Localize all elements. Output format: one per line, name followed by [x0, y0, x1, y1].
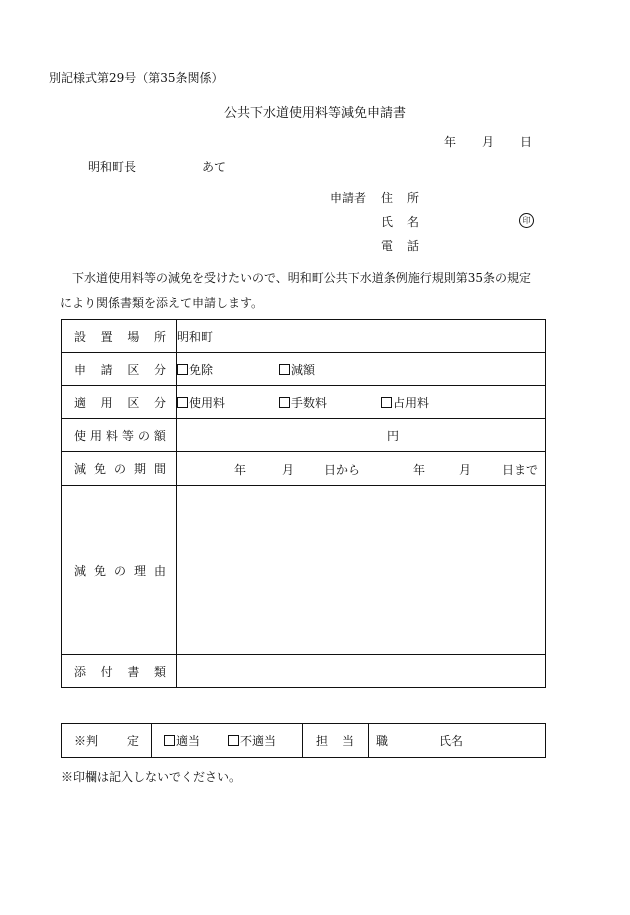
- label-char: 区: [127, 362, 140, 377]
- period-start-year: 年: [234, 463, 247, 477]
- staff-name-label: 氏名: [439, 734, 464, 748]
- label-char: 減: [74, 563, 87, 578]
- label-char: 額: [153, 428, 166, 443]
- label-char: 書: [127, 664, 140, 679]
- date-month: 月: [482, 135, 495, 149]
- seal-mark: 印: [519, 213, 534, 228]
- period-end-month: 月: [459, 463, 472, 477]
- label-char: 用: [89, 428, 102, 443]
- post-label: 職: [376, 734, 389, 748]
- handling-fee-checkbox[interactable]: [279, 394, 381, 411]
- label-char: 請: [100, 362, 113, 377]
- label-char: 設: [74, 329, 87, 344]
- period-end-day: 日まで: [502, 463, 539, 477]
- staff-label: [303, 724, 369, 758]
- option-label: 占用料: [393, 395, 430, 410]
- label-char: 類: [153, 664, 166, 679]
- label-char: 申: [74, 362, 87, 377]
- checkbox-icon: [177, 397, 188, 408]
- label-char: 間: [153, 462, 166, 476]
- checkbox-icon: [228, 735, 239, 746]
- label-char: 置: [100, 329, 113, 344]
- application-table: [61, 319, 546, 688]
- label-char: 使: [74, 428, 87, 443]
- option-label: 不適当: [240, 734, 277, 748]
- label-char: 分: [153, 362, 166, 377]
- exemption-checkbox[interactable]: [177, 361, 279, 378]
- period-end-year: 年: [413, 463, 426, 477]
- option-label: 適当: [176, 734, 201, 748]
- date-line: [444, 133, 532, 150]
- applicant-name-label: [381, 213, 419, 230]
- checkbox-icon: [279, 364, 290, 375]
- label-char: 電: [381, 239, 394, 253]
- row-amount: [62, 419, 546, 452]
- statement-line-2: により関係書類を添えて申請します。: [60, 296, 264, 310]
- staff-field[interactable]: [369, 724, 546, 758]
- amount-label: [62, 419, 177, 452]
- judgment-table: [61, 723, 546, 758]
- label-char: 話: [407, 239, 420, 253]
- label-char: の: [113, 563, 126, 578]
- applicant-phone-label: [381, 237, 419, 254]
- label-char: 料: [105, 428, 118, 443]
- reduction-checkbox[interactable]: [279, 361, 315, 378]
- label-char: 住: [381, 191, 394, 205]
- reason-label: [62, 486, 177, 655]
- row-location: [62, 320, 546, 353]
- applicant-label: 申請者: [330, 191, 367, 205]
- label-char: ※判: [74, 734, 99, 748]
- label-char: 免: [93, 563, 106, 578]
- label-char: 当: [341, 734, 354, 748]
- attachments-label: [62, 655, 177, 688]
- row-period: [62, 452, 546, 486]
- application-statement: [60, 266, 560, 316]
- label-char: 区: [127, 395, 140, 410]
- judgment-options: [152, 724, 303, 758]
- statement-line-1: 下水道使用料等の減免を受けたいので、明和町公共下水道条例施行規則第35条の規定: [72, 271, 532, 285]
- label-char: 定: [126, 734, 139, 748]
- addressee-suffix: あて: [202, 160, 227, 174]
- applicant-address-label: [381, 189, 419, 206]
- option-label: 使用料: [189, 395, 226, 410]
- addressee: [88, 158, 226, 175]
- occupancy-fee-checkbox[interactable]: [381, 394, 429, 411]
- label-char: 所: [407, 191, 420, 205]
- row-application-type: [62, 353, 546, 386]
- amount-field[interactable]: [177, 419, 546, 452]
- usage-fee-checkbox[interactable]: [177, 394, 279, 411]
- checkbox-icon: [164, 735, 175, 746]
- reason-field[interactable]: [177, 486, 546, 655]
- label-char: 場: [127, 329, 140, 344]
- applied-category-field: [177, 386, 546, 419]
- checkbox-icon: [279, 397, 290, 408]
- label-char: 名: [407, 215, 420, 229]
- label-char: 用: [100, 395, 113, 410]
- application-type-label: [62, 353, 177, 386]
- period-start-day: 日から: [324, 463, 361, 477]
- period-label: [62, 452, 177, 486]
- checkbox-icon: [177, 364, 188, 375]
- judgment-label: [62, 724, 152, 758]
- label-char: 期: [133, 462, 146, 476]
- option-label: 免除: [189, 362, 214, 377]
- row-applied-category: [62, 386, 546, 419]
- label-char: 分: [153, 395, 166, 410]
- row-reason: [62, 486, 546, 655]
- label-char: の: [137, 428, 150, 443]
- applied-category-label: [62, 386, 177, 419]
- form-title: 公共下水道使用料等減免申請書: [223, 106, 406, 121]
- label-char: 等: [121, 428, 134, 443]
- judgment-row: [62, 724, 546, 758]
- location-label: [62, 320, 177, 353]
- option-label: 減額: [291, 362, 316, 377]
- label-char: の: [113, 462, 126, 476]
- inappropriate-checkbox[interactable]: [228, 732, 276, 749]
- date-year: 年: [444, 135, 457, 149]
- date-day: 日: [520, 135, 533, 149]
- label-char: 適: [74, 395, 87, 410]
- label-char: 減: [74, 462, 87, 476]
- label-char: 添: [74, 664, 87, 679]
- addressee-mayor: 明和町長: [88, 160, 137, 174]
- period-field[interactable]: [177, 452, 546, 486]
- amount-unit: 円: [387, 428, 400, 443]
- application-type-field: [177, 353, 546, 386]
- option-label: 手数料: [291, 395, 328, 410]
- label-char: 所: [153, 329, 166, 344]
- label-char: 氏: [381, 215, 394, 229]
- form-id: 別記様式第29号（第35条関係）: [49, 71, 224, 85]
- label-char: 担: [316, 734, 329, 748]
- row-attachments: [62, 655, 546, 688]
- location-value: 明和町: [177, 329, 214, 344]
- appropriate-checkbox[interactable]: [164, 732, 228, 749]
- footnote: ※印欄は記入しないでください。: [61, 770, 242, 784]
- checkbox-icon: [381, 397, 392, 408]
- attachments-field[interactable]: [177, 655, 546, 688]
- label-char: 付: [100, 664, 113, 679]
- label-char: 由: [153, 563, 166, 578]
- period-start-month: 月: [282, 463, 295, 477]
- label-char: 免: [93, 462, 106, 476]
- location-field[interactable]: [177, 320, 546, 353]
- label-char: 理: [133, 563, 146, 578]
